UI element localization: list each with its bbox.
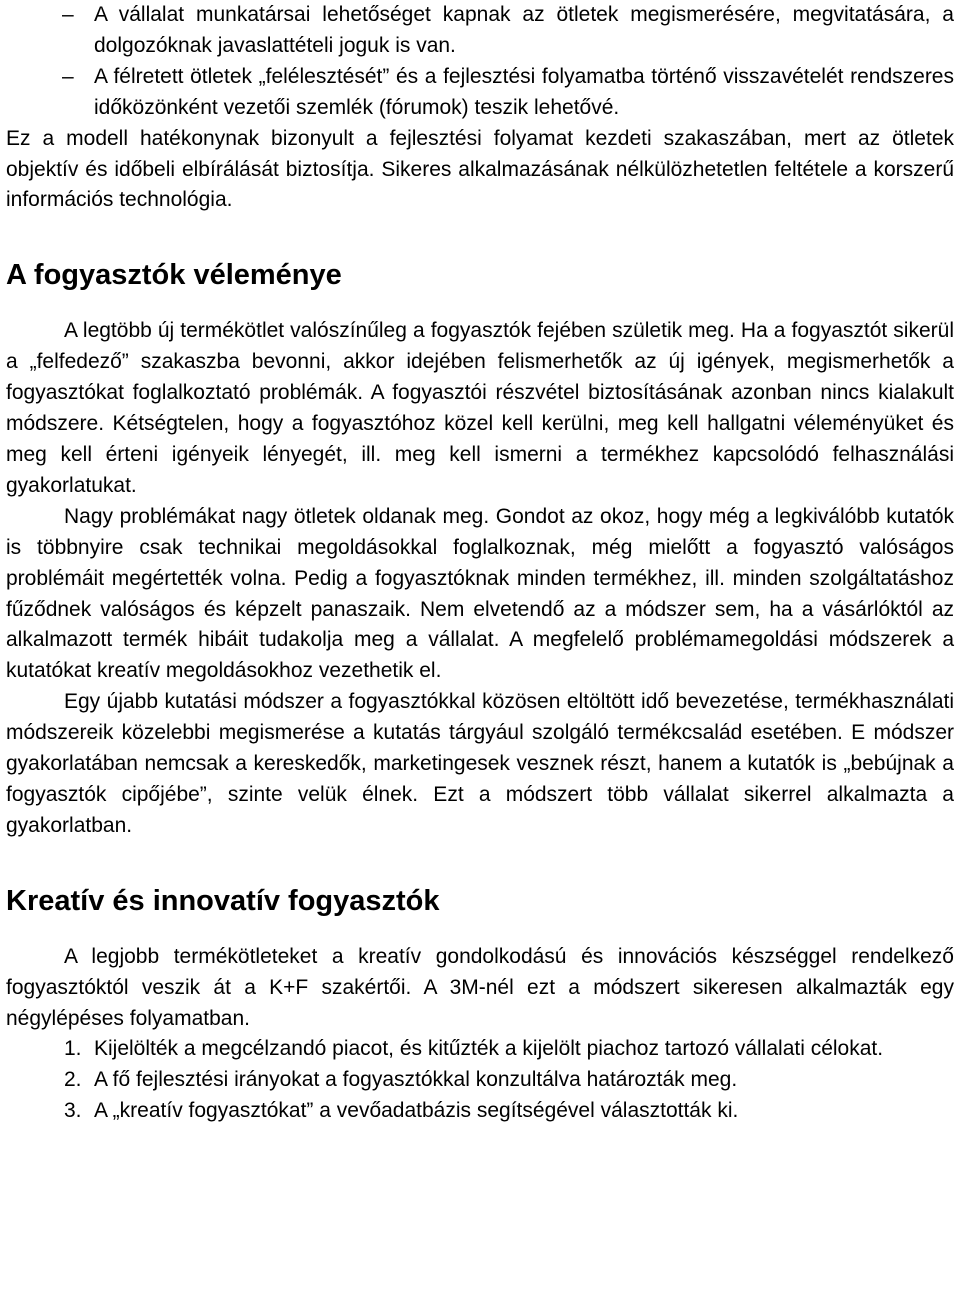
document-page (6, 0, 954, 1127)
dash-list (6, 0, 954, 124)
list-item (6, 1065, 954, 1096)
numbered-list (6, 1034, 954, 1127)
paragraph: A legtöbb új termékötlet valószínűleg a fogyasztók fejében születik meg. Ha a fogyasztót sikerül a „felfedező” szakaszba bevonni, akkor idejében felismerhetők az új igények, megismerhetők a fogyasztókat foglalkoztató problémák. A fogyasztói részvétel biztosításának azonban nincs kialakult módszere. Kétségtelen, hogy a fogyasztóhoz közel kell kerülni, meg kell hallgatni véleményüket és meg kell érteni igényeik lényegét, ill. meg kell ismerni a termékhez kapcsolódó felhasználási gyakorlatukat. (6, 319, 954, 497)
list-item-text: A „kreatív fogyasztókat” a vevőadatbázis segítségével választották ki. (94, 1099, 739, 1123)
intro-paragraph: Ez a modell hatékonynak bizonyult a fejlesztési folyamat kezdeti szakaszában, mert az ötletek objektív és időbeli elbírálását biztosítja. Sikeres alkalmazásának nélkülözhetetlen feltétele a korszerű információs technológia. (6, 126, 954, 212)
list-item (6, 62, 954, 124)
paragraph: Egy újabb kutatási módszer a fogyasztókkal közösen eltöltött idő bevezetése, termékhasználati módszereik közelebbi megismerése a kutatás tárgyául szolgáló termékcsalád esetében. E módszer gyakorlatában nemcsak a kereskedők, marketingesek vesznek részt, hanem a kutatók is „bebújnak a fogyasztók cipőjébe”, szinte velük élnek. Ezt a módszert több vállalat sikerrel alkalmazta a gyakorlatban. (6, 690, 954, 837)
list-item-text: A félretett ötletek „felélesztését” és a fejlesztési folyamatba történő visszavételét rendszeres időközönként vezetői szemlék (fórumok) teszik lehetővé. (94, 64, 954, 119)
list-item (6, 1034, 954, 1065)
list-number: 3. (64, 1099, 82, 1123)
list-number: 1. (64, 1037, 82, 1061)
paragraph: Nagy problémákat nagy ötletek oldanak meg. Gondot az okoz, hogy még a legkiválóbb kutatók is többnyire csak technikai megoldásokkal foglalkoznak, még mielőtt a fogyasztó valóságos problémáit megértették volna. Pedig a fogyasztóknak minden termékhez, ill. minden szolgáltatáshoz fűződnek valóságos és képzelt panaszaik. Nem elvetendő az a módszer sem, ha a vásárlóktól az alkalmazott termék hibáit tudakolja meg a vállalat. A megfelelő problémamegoldási módszerek a kutatókat kreatív megoldásokhoz vezethetik el. (6, 504, 954, 683)
list-item-text: Kijelölték a megcélzandó piacot, és kitűzték a kijelölt piachoz tartozó vállalati célokat. (94, 1037, 884, 1061)
section-heading-consumer-opinion: A fogyasztók véleménye (6, 259, 342, 292)
section-heading-creative-consumers: Kreatív és innovatív fogyasztók (6, 884, 440, 917)
dash-marker: – (62, 3, 74, 26)
list-item-text: A fő fejlesztési irányokat a fogyasztókkal konzultálva határozták meg. (94, 1068, 738, 1092)
list-item (6, 1096, 954, 1127)
list-item-text: A vállalat munkatársai lehetőséget kapnak az ötletek megismerésére, megvitatására, a dolgozóknak javaslattételi joguk is van. (94, 3, 954, 57)
dash-marker: – (62, 64, 74, 88)
list-item (6, 0, 954, 62)
list-number: 2. (64, 1068, 82, 1092)
paragraph: A legjobb termékötleteket a kreatív gondolkodású és innovációs készséggel rendelkező fogyasztóktól veszik át a K+F szakértői. A 3M-nél ezt a módszert sikeresen alkalmazták egy négylépéses folyamatban. (6, 944, 954, 1030)
